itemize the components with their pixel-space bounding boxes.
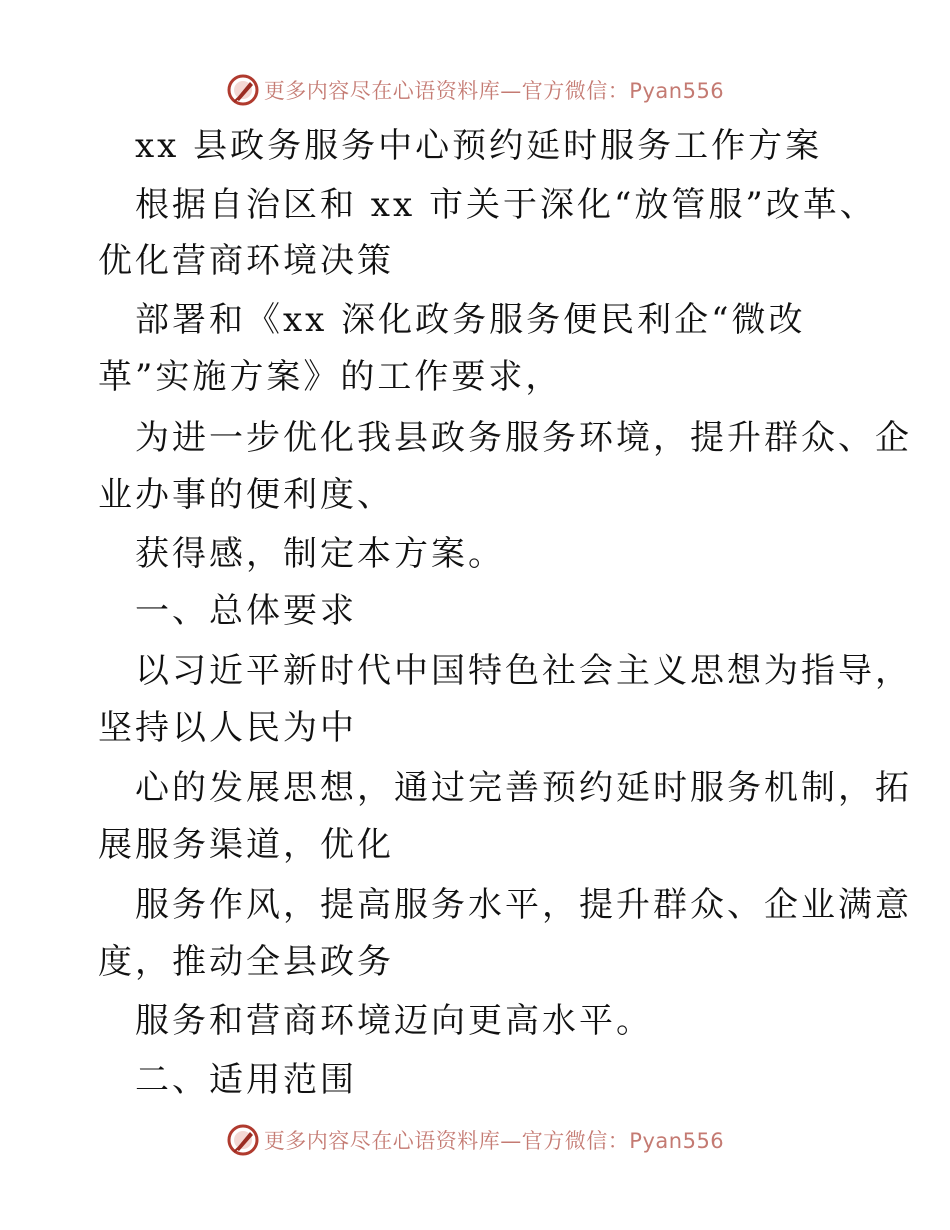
paragraph-line: 获得感，制定本方案。: [135, 534, 505, 574]
footer-banner: [0, 1120, 950, 1160]
paragraph-line: 展服务渠道，优化: [98, 825, 394, 865]
paragraph-line: 为进一步优化我县政务服务环境，提升群众、企: [135, 418, 912, 458]
paragraph-line: 根据自治区和 xx 市关于深化“放管服”改革、: [135, 185, 877, 225]
paragraph-line: 革”实施方案》的工作要求，: [98, 357, 563, 397]
paragraph-line: 部署和《xx 深化政务服务便民利企“微改: [135, 300, 806, 340]
paragraph-line: 业办事的便利度、: [98, 475, 394, 515]
section-heading: 一、总体要求: [135, 591, 357, 631]
paragraph-line: 服务作风，提高服务水平，提升群众、企业满意: [135, 885, 912, 925]
paragraph-line: 心的发展思想，通过完善预约延时服务机制，拓: [135, 768, 912, 808]
document-title: xx 县政务服务中心预约延时服务工作方案: [135, 126, 823, 166]
paragraph-line: 服务和营商环境迈向更高水平。: [135, 1001, 653, 1041]
paragraph-line: 度，推动全县政务: [98, 942, 394, 982]
paragraph-line: 坚持以人民为中: [98, 708, 357, 748]
quill-logo-icon: [226, 1123, 260, 1157]
section-heading: 二、适用范围: [135, 1060, 357, 1100]
header-banner-text: 更多内容尽在心语资料库—官方微信：Pyan556: [263, 79, 725, 103]
footer-banner-text: 更多内容尽在心语资料库—官方微信：Pyan556: [263, 1129, 725, 1153]
paragraph-line: 以习近平新时代中国特色社会主义思想为指导，: [135, 651, 912, 691]
paragraph-line: 优化营商环境决策: [98, 241, 394, 281]
